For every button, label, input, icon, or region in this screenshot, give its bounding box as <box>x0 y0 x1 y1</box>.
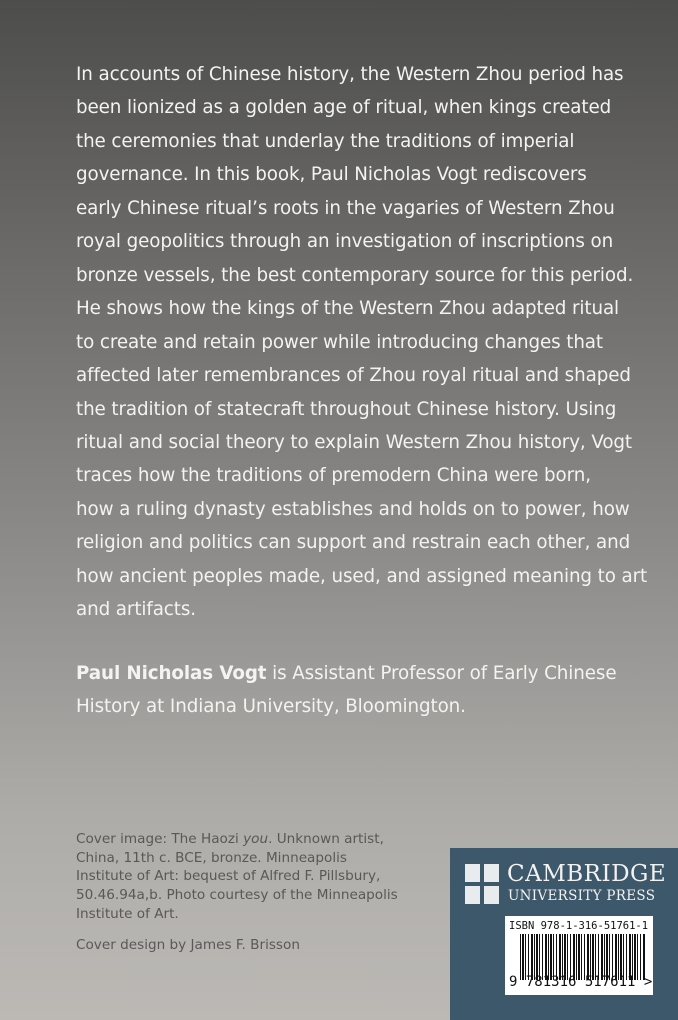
bio-line: is Assistant Professor of Early Chinese <box>266 663 617 684</box>
isbn-label: ISBN 978-1-316-51761-1 <box>509 920 649 932</box>
description-line: early Chinese ritual’s roots in the vagaries of Western Zhou <box>76 197 615 219</box>
publisher-subname: UNIVERSITY PRESS <box>508 888 656 904</box>
barcode-digits: 9 781316 517611 > <box>509 974 653 990</box>
bio-line: History at Indiana University, Bloomington. <box>76 696 466 718</box>
cambridge-shield-icon <box>465 864 499 904</box>
author-bio <box>76 657 616 724</box>
description-line: religion and politics can support and restrain each other, and <box>76 532 631 554</box>
description-line: how a ruling dynasty establishes and holds on to power, how <box>76 498 630 520</box>
caption-text: . Unknown artist, <box>268 831 384 847</box>
description-line: been lionized as a golden age of ritual, when kings created <box>76 97 612 119</box>
description-line: how ancient peoples made, used, and assigned meaning to art <box>76 565 648 587</box>
caption-line: Institute of Art: bequest of Alfred F. Pillsbury, <box>76 868 381 885</box>
description-line: He shows how the kings of the Western Zhou adapted ritual <box>76 298 620 320</box>
caption-line: 50.46.94a,b. Photo courtesy of the Minneapolis <box>76 887 398 904</box>
description-text <box>76 58 647 627</box>
description-line: bronze vessels, the best contemporary source for this period. <box>76 264 634 286</box>
description-line: to create and retain power while introducing changes that <box>76 331 603 353</box>
publisher-name: CAMBRIDGE <box>507 861 667 887</box>
description-line: In accounts of Chinese history, the Western Zhou period has <box>76 64 624 85</box>
caption-italic: you <box>243 831 269 847</box>
description-line: ritual and social theory to explain Western Zhou history, Vogt <box>76 431 633 453</box>
description-line: affected later remembrances of Zhou royal ritual and shaped <box>76 365 631 387</box>
description-line: royal geopolitics through an investigation of inscriptions on <box>76 231 614 253</box>
description-line: traces how the traditions of premodern China were born, <box>76 465 591 487</box>
cover-design-credit: Cover design by James F. Brisson <box>76 937 300 953</box>
description-line: the tradition of statecraft throughout Chinese history. Using <box>76 398 617 420</box>
cover-image-credit <box>76 830 398 924</box>
description-line: governance. In this book, Paul Nicholas Vogt rediscovers <box>76 164 587 186</box>
description-line: the ceremonies that underlay the traditions of imperial <box>76 130 575 152</box>
description-line: and artifacts. <box>76 599 196 621</box>
isbn-barcode <box>505 916 653 995</box>
publisher-panel <box>450 848 678 1020</box>
author-name: Paul Nicholas Vogt <box>76 663 267 684</box>
caption-line: China, 11th c. BCE, bronze. Minneapolis <box>76 849 347 866</box>
caption-line: Institute of Art. <box>76 905 179 922</box>
caption-text: Cover image: The Haozi <box>76 831 244 847</box>
